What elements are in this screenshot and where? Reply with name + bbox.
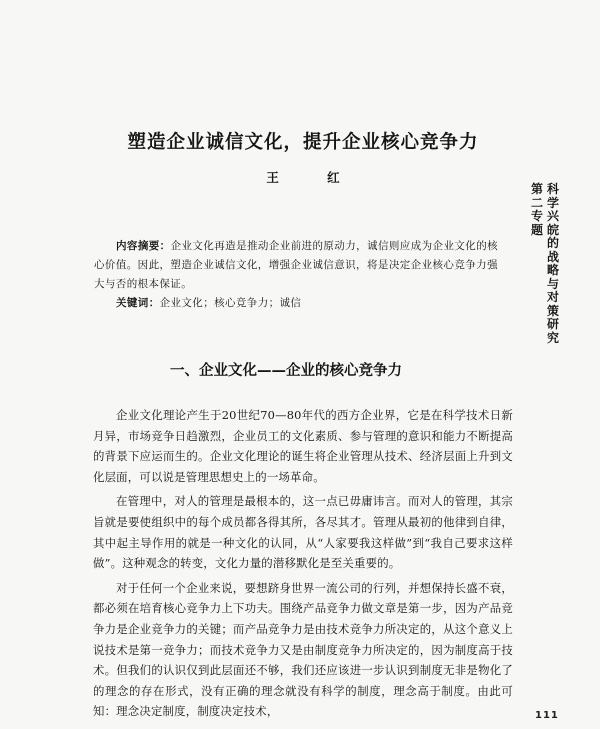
abstract-block [94, 237, 498, 313]
article-title: 塑造企业诚信文化，提升企业核心竞争力 [127, 132, 479, 153]
sidebar-topic-title: 科学兴皖的战略与对策研究 [546, 182, 559, 345]
keywords-paragraph [94, 294, 498, 313]
body-paragraph: 在管理中，对人的管理是最根本的，这一点已毋庸讳言。而对人的管理，其宗旨就是要使组织中的每个成员都各得其所，各尽其才。管理从最初的他律到自律，其中起主导作用的就是一种文化的认同，从“人家要我这样做”到“我自己要求这样做”。这种观念的转变，文化力量的潜移默化是至关重要的。 [93, 494, 513, 571]
abstract-text: 企业文化再造是推动企业前进的原动力，诚信则应成为企业文化的核心价值。因此，塑造企业诚信文化，增强企业诚信意识，将是决定企业核心竞争力强大与否的根本保证。 [94, 240, 499, 290]
abstract-label: 内容摘要： [116, 240, 171, 252]
abstract-paragraph [94, 237, 498, 294]
body-text [93, 405, 513, 726]
body-paragraph: 对于任何一个企业来说，要想跻身世界一流公司的行列，并想保持长盛不衰，都必须在培育核心竞争力上下功夫。围绕产品竞争力做文章是第一步，因为产品竞争力是企业竞争力的关键；而产品竞争力是由技术竞争力所决定的，从这个意义上说技术是第一竞争力；而技术竞争力又是由制度竞争力所决定的，因为制度高于技术。但我们的认识仅到此层面还不够，我们还应该进一步认识到制度无非是物化了的理念的存在形式，没有正确的理念就没有科学的制度，理念高于制度。由此可知：理念决定制度，制度决定技术， [93, 580, 513, 719]
keywords-text: 企业文化；核心竞争力；诚信 [159, 297, 302, 309]
running-head-sidebar [528, 183, 562, 413]
keywords-label: 关键词： [116, 297, 160, 309]
body-paragraph: 企业文化理论产生于20世纪70—80年代的西方企业界，它是在科学技术日新月异，市场竞争日趋激烈，企业员工的文化素质、参与管理的意识和能力不断提高的背景下应运而生的。企业文化理论的诞生将企业管理从技术、经济层面上升到文化层面，可以说是管理思想史上的一场革命。 [93, 408, 513, 484]
article-author: 王 红 [266, 170, 362, 185]
sidebar-topic-label: 第二专题 [530, 182, 543, 237]
section-heading: 一、企业文化——企业的核心竞争力 [170, 363, 402, 379]
page-number: 111 [535, 710, 559, 721]
